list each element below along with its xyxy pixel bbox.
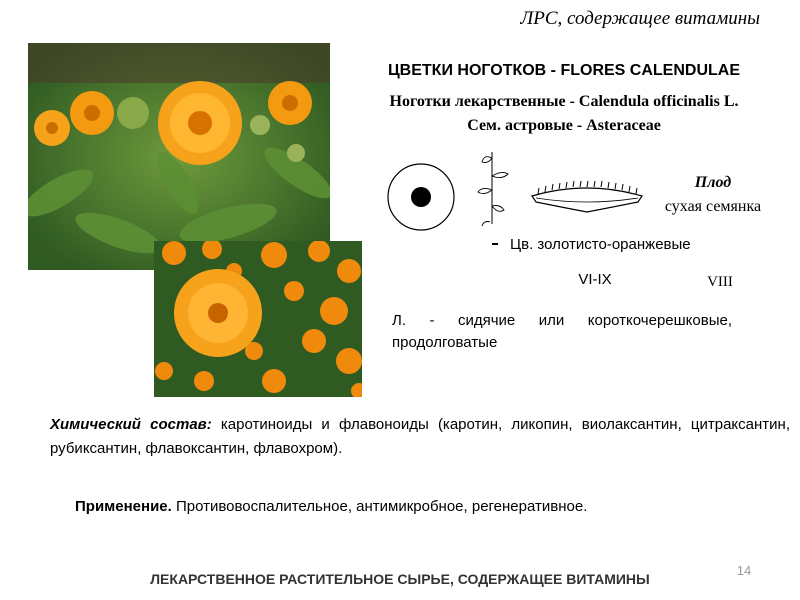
marker-dash — [492, 243, 498, 245]
fruit-description: сухая семянка — [664, 198, 762, 215]
section-tag: ЛРС, содержащее витамины — [520, 8, 760, 29]
page-title: ЦВЕТКИ НОГОТКОВ - FLORES CALENDULAE — [387, 62, 740, 79]
flower-color-note: Цв. золотисто-оранжевые — [510, 236, 691, 253]
usage-label: Применение. — [75, 498, 172, 515]
chemical-label: Химический состав: — [50, 416, 212, 433]
calendula-field-photo — [154, 241, 362, 397]
flower-cross-section-diagram — [385, 157, 457, 237]
species-info — [338, 90, 790, 138]
family-name: Сем. астровые - Asteraceae — [467, 117, 661, 134]
chemical-composition — [50, 413, 790, 461]
usage-section — [75, 498, 775, 515]
flowering-period: VI-IX — [578, 271, 612, 288]
leaves-note: Л. - сидячие или короткочерешковые, продолговатые — [392, 312, 732, 351]
calendula-plant-photo — [28, 43, 330, 270]
fruit-label: Плод — [694, 174, 732, 191]
footer-title: ЛЕКАРСТВЕННОЕ РАСТИТЕЛЬНОЕ СЫРЬЕ, СОДЕРЖАЩЕЕ ВИТАМИНЫ — [150, 571, 650, 587]
usage-text: Противовоспалительное, антимикробное, регенеративное. — [171, 498, 588, 515]
flower-large — [158, 81, 242, 165]
chemical-text: каротиноиды и флавоноиды (каротин, ликопин, виолаксантин, цитраксантин, рубиксантин, флавоксантин, флавохром). — [50, 416, 790, 457]
fruit-achene-diagram — [528, 178, 646, 218]
fruiting-period: VIII — [707, 274, 733, 290]
flower-foreground — [174, 269, 262, 357]
plant-sketch-diagram — [470, 148, 520, 232]
page-number: 14 — [736, 563, 752, 578]
species-name: Ноготки лекарственные - Calendula officinalis L. — [389, 93, 739, 110]
